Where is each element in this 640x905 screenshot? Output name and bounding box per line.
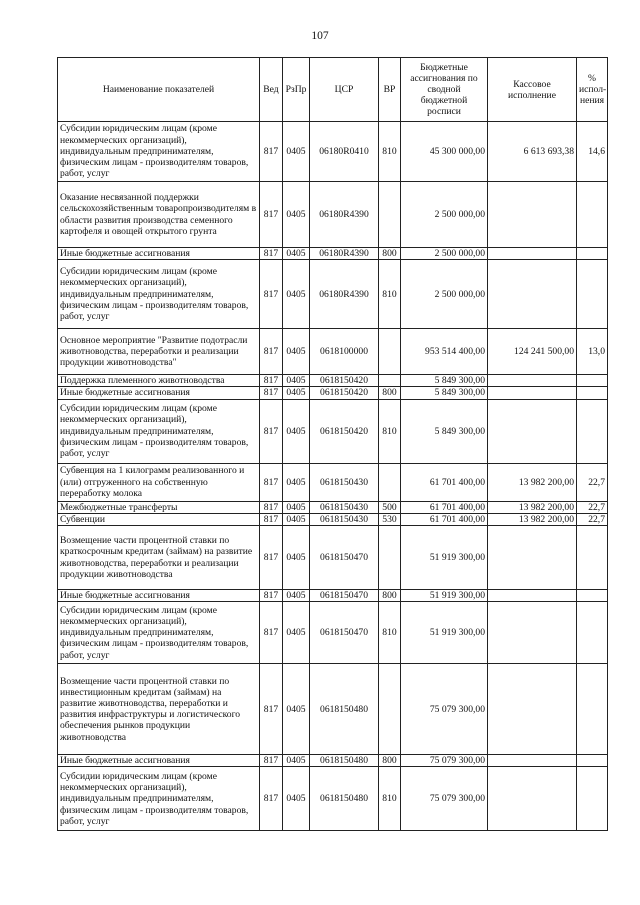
row-name: Субсидии юридическим лицам (кроме некоммерческих организаций), индивидуальным предпринимателям, физическим лицам - производителям товаров, работ, услуг (58, 399, 260, 463)
row-name: Поддержка племенного животноводства (58, 375, 260, 387)
row-csr: 06180R4390 (310, 260, 379, 329)
row-budget: 5 849 300,00 (401, 399, 488, 463)
row-budget: 45 300 000,00 (401, 122, 488, 182)
row-csr: 0618150430 (310, 501, 379, 513)
row-percent: 22,7 (577, 463, 608, 501)
row-percent (577, 182, 608, 248)
header-vr: ВР (379, 58, 401, 122)
table-row (58, 182, 608, 248)
row-csr: 0618150480 (310, 767, 379, 831)
row-ved: 817 (260, 399, 283, 463)
header-rzpr: РзПр (283, 58, 310, 122)
row-percent (577, 248, 608, 260)
row-vr (379, 463, 401, 501)
row-rzpr: 0405 (283, 122, 310, 182)
row-rzpr: 0405 (283, 387, 310, 399)
row-budget: 51 919 300,00 (401, 602, 488, 664)
row-vr: 800 (379, 387, 401, 399)
row-csr: 0618150480 (310, 755, 379, 767)
row-percent: 14,6 (577, 122, 608, 182)
row-name: Основное мероприятие "Развитие подотрасли животноводства, переработки и реализации продукции животноводства" (58, 329, 260, 375)
row-cash (488, 182, 577, 248)
header-percent: % испол-нения (577, 58, 608, 122)
table-row (58, 590, 608, 602)
row-ved: 817 (260, 755, 283, 767)
row-percent (577, 260, 608, 329)
row-budget: 61 701 400,00 (401, 513, 488, 525)
row-budget: 75 079 300,00 (401, 664, 488, 755)
row-percent (577, 602, 608, 664)
header-csr: ЦСР (310, 58, 379, 122)
row-name: Субсидии юридическим лицам (кроме некоммерческих организаций), индивидуальным предпринимателям, физическим лицам - производителям товаров, работ, услуг (58, 260, 260, 329)
row-percent (577, 387, 608, 399)
row-budget: 75 079 300,00 (401, 755, 488, 767)
row-name: Иные бюджетные ассигнования (58, 755, 260, 767)
header-cash: Кассовое исполнение (488, 58, 577, 122)
row-ved: 817 (260, 260, 283, 329)
row-percent (577, 399, 608, 463)
row-ved: 817 (260, 501, 283, 513)
row-cash (488, 755, 577, 767)
header-ved: Вед (260, 58, 283, 122)
row-name: Возмещение части процентной ставки по краткосрочным кредитам (займам) на развитие животноводства, переработки и реализации продукции животноводства (58, 526, 260, 590)
row-budget: 51 919 300,00 (401, 590, 488, 602)
row-vr: 810 (379, 399, 401, 463)
row-ved: 817 (260, 767, 283, 831)
table-row (58, 513, 608, 525)
row-csr: 06180R0410 (310, 122, 379, 182)
row-cash: 124 241 500,00 (488, 329, 577, 375)
row-csr: 0618150470 (310, 526, 379, 590)
row-vr: 500 (379, 501, 401, 513)
row-budget: 2 500 000,00 (401, 248, 488, 260)
row-rzpr: 0405 (283, 501, 310, 513)
row-vr (379, 182, 401, 248)
row-cash (488, 248, 577, 260)
row-vr: 810 (379, 602, 401, 664)
table-header-row (58, 58, 608, 122)
row-rzpr: 0405 (283, 248, 310, 260)
row-vr (379, 526, 401, 590)
row-csr: 0618150470 (310, 590, 379, 602)
row-cash: 13 982 200,00 (488, 513, 577, 525)
header-name: Наименование показателей (58, 58, 260, 122)
row-rzpr: 0405 (283, 602, 310, 664)
row-ved: 817 (260, 602, 283, 664)
row-vr: 810 (379, 767, 401, 831)
row-budget: 953 514 400,00 (401, 329, 488, 375)
row-cash: 6 613 693,38 (488, 122, 577, 182)
row-csr: 0618150420 (310, 375, 379, 387)
row-vr: 800 (379, 590, 401, 602)
row-rzpr: 0405 (283, 664, 310, 755)
row-rzpr: 0405 (283, 182, 310, 248)
row-csr: 0618150480 (310, 664, 379, 755)
row-rzpr: 0405 (283, 767, 310, 831)
row-csr: 0618100000 (310, 329, 379, 375)
row-vr: 810 (379, 122, 401, 182)
row-percent (577, 526, 608, 590)
row-budget: 2 500 000,00 (401, 182, 488, 248)
row-ved: 817 (260, 513, 283, 525)
row-name: Субвенция на 1 килограмм реализованного и (или) отгруженного на собственную переработку молока (58, 463, 260, 501)
row-ved: 817 (260, 182, 283, 248)
table-body (58, 122, 608, 831)
row-percent (577, 375, 608, 387)
row-vr (379, 664, 401, 755)
table-row (58, 260, 608, 329)
table-row (58, 755, 608, 767)
table-row (58, 248, 608, 260)
row-percent (577, 590, 608, 602)
row-budget: 2 500 000,00 (401, 260, 488, 329)
row-name: Межбюджетные трансферты (58, 501, 260, 513)
row-cash (488, 590, 577, 602)
row-cash (488, 399, 577, 463)
row-cash (488, 260, 577, 329)
row-vr: 800 (379, 755, 401, 767)
row-budget: 61 701 400,00 (401, 463, 488, 501)
row-name: Иные бюджетные ассигнования (58, 590, 260, 602)
row-rzpr: 0405 (283, 375, 310, 387)
row-vr (379, 329, 401, 375)
row-name: Иные бюджетные ассигнования (58, 248, 260, 260)
row-csr: 0618150420 (310, 399, 379, 463)
row-ved: 817 (260, 526, 283, 590)
row-cash (488, 664, 577, 755)
row-rzpr: 0405 (283, 526, 310, 590)
row-name: Возмещение части процентной ставки по инвестиционным кредитам (займам) на развитие животноводства, переработки и развития инфраструктуры и логистического обеспечения рынков продукции животноводства (58, 664, 260, 755)
row-rzpr: 0405 (283, 399, 310, 463)
table-row (58, 602, 608, 664)
row-percent (577, 755, 608, 767)
row-ved: 817 (260, 122, 283, 182)
row-csr: 06180R4390 (310, 182, 379, 248)
row-percent: 22,7 (577, 501, 608, 513)
row-rzpr: 0405 (283, 755, 310, 767)
row-csr: 06180R4390 (310, 248, 379, 260)
row-name: Субсидии юридическим лицам (кроме некоммерческих организаций), индивидуальным предпринимателям, физическим лицам - производителям товаров, работ, услуг (58, 767, 260, 831)
row-vr: 530 (379, 513, 401, 525)
row-rzpr: 0405 (283, 329, 310, 375)
row-vr: 810 (379, 260, 401, 329)
row-name: Субсидии юридическим лицам (кроме некоммерческих организаций), индивидуальным предпринимателям, физическим лицам - производителям товаров, работ, услуг (58, 602, 260, 664)
row-percent (577, 664, 608, 755)
row-percent (577, 767, 608, 831)
row-budget: 5 849 300,00 (401, 387, 488, 399)
row-ved: 817 (260, 590, 283, 602)
row-cash (488, 387, 577, 399)
row-cash (488, 375, 577, 387)
row-name: Иные бюджетные ассигнования (58, 387, 260, 399)
row-budget: 5 849 300,00 (401, 375, 488, 387)
table-row (58, 664, 608, 755)
row-csr: 0618150470 (310, 602, 379, 664)
row-cash (488, 526, 577, 590)
row-ved: 817 (260, 463, 283, 501)
table-row (58, 375, 608, 387)
row-ved: 817 (260, 387, 283, 399)
budget-table (57, 57, 608, 831)
row-budget: 75 079 300,00 (401, 767, 488, 831)
row-cash: 13 982 200,00 (488, 501, 577, 513)
table-row (58, 767, 608, 831)
row-budget: 61 701 400,00 (401, 501, 488, 513)
row-rzpr: 0405 (283, 260, 310, 329)
row-name: Субвенции (58, 513, 260, 525)
table-row (58, 501, 608, 513)
row-ved: 817 (260, 375, 283, 387)
table-row (58, 463, 608, 501)
table-row (58, 122, 608, 182)
row-ved: 817 (260, 248, 283, 260)
row-cash (488, 602, 577, 664)
table-row (58, 387, 608, 399)
row-cash: 13 982 200,00 (488, 463, 577, 501)
row-name: Субсидии юридическим лицам (кроме некоммерческих организаций), индивидуальным предпринимателям, физическим лицам - производителям товаров, работ, услуг (58, 122, 260, 182)
table-row (58, 329, 608, 375)
table-row (58, 399, 608, 463)
row-csr: 0618150420 (310, 387, 379, 399)
row-ved: 817 (260, 664, 283, 755)
row-percent: 13,0 (577, 329, 608, 375)
row-vr: 800 (379, 248, 401, 260)
row-ved: 817 (260, 329, 283, 375)
row-cash (488, 767, 577, 831)
header-budget: Бюджетные ассигнования по сводной бюджетной росписи (401, 58, 488, 122)
row-csr: 0618150430 (310, 463, 379, 501)
page-number: 107 (311, 30, 329, 42)
row-vr (379, 375, 401, 387)
row-percent: 22,7 (577, 513, 608, 525)
row-name: Оказание несвязанной поддержки сельскохозяйственным товаропроизводителям в области развития производства семенного картофеля и овощей открытого грунта (58, 182, 260, 248)
row-rzpr: 0405 (283, 463, 310, 501)
table-row (58, 526, 608, 590)
row-csr: 0618150430 (310, 513, 379, 525)
row-budget: 51 919 300,00 (401, 526, 488, 590)
row-rzpr: 0405 (283, 513, 310, 525)
row-rzpr: 0405 (283, 590, 310, 602)
